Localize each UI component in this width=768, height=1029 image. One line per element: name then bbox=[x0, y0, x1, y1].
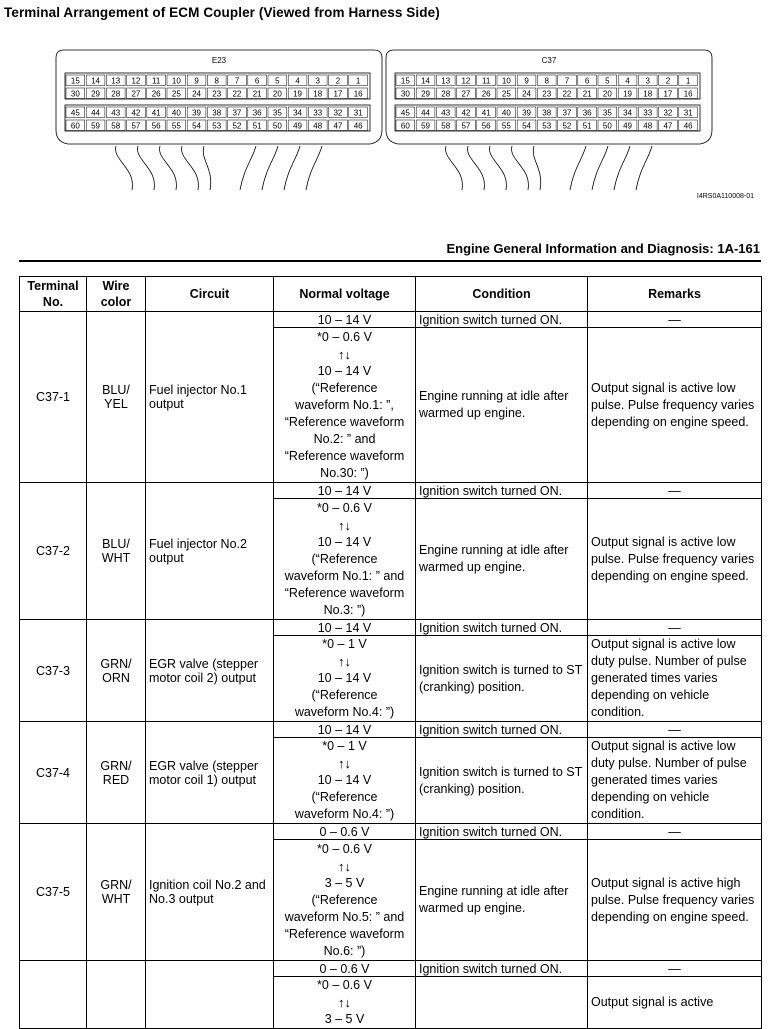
terminal-table bbox=[19, 276, 762, 1029]
col-terminal: Terminal No. bbox=[20, 277, 87, 312]
pin-number: 53 bbox=[542, 121, 552, 131]
terminal-cell: C37-1 bbox=[20, 312, 87, 483]
wire-color-cell: GRN/ ORN bbox=[87, 620, 146, 722]
pin-number: 27 bbox=[131, 89, 141, 99]
wire-color-cell: GRN/ RED bbox=[87, 722, 146, 824]
pin-number: 30 bbox=[400, 89, 410, 99]
pin-number: 31 bbox=[683, 108, 693, 118]
condition-cell: Ignition switch turned ON. bbox=[416, 312, 588, 328]
table-row bbox=[20, 312, 762, 328]
pin-number: 5 bbox=[605, 76, 610, 86]
harness-wire bbox=[614, 146, 630, 190]
remarks-cell: — bbox=[588, 722, 762, 738]
table-row bbox=[20, 722, 762, 738]
toggle-arrow-icon: ↑↓ bbox=[338, 654, 351, 669]
pin-number: 33 bbox=[643, 108, 653, 118]
waveform-voltage-cell bbox=[274, 499, 416, 620]
remarks-cell: — bbox=[588, 824, 762, 840]
condition-cell bbox=[416, 977, 588, 1029]
pin-number: 32 bbox=[663, 108, 673, 118]
waveform-voltage-cell bbox=[274, 328, 416, 483]
pin-number: 10 bbox=[501, 76, 511, 86]
pin-number: 26 bbox=[481, 89, 491, 99]
condition-cell: Ignition switch is turned to ST (cranking) position. bbox=[416, 636, 588, 722]
pin-number: 59 bbox=[421, 121, 431, 131]
pin-number: 13 bbox=[441, 76, 451, 86]
pin-number: 38 bbox=[542, 108, 552, 118]
pin-number: 39 bbox=[192, 108, 202, 118]
coupler-svg bbox=[0, 38, 768, 208]
remarks-cell: Output signal is active bbox=[588, 977, 762, 1029]
pin-number: 33 bbox=[313, 108, 323, 118]
harness-wire bbox=[116, 146, 133, 190]
pin-number: 20 bbox=[602, 89, 612, 99]
remarks-cell: Output signal is active low duty pulse. Number of pulse generated times varies depending on vehicle condition. bbox=[588, 738, 762, 824]
connector-label: C37 bbox=[541, 56, 557, 65]
pin-number: 52 bbox=[562, 121, 572, 131]
circuit-cell: EGR valve (stepper motor coil 2) output bbox=[146, 620, 274, 722]
pin-number: 30 bbox=[70, 89, 80, 99]
pin-number: 46 bbox=[683, 121, 693, 131]
voltage-line: No.3: ”) bbox=[323, 602, 366, 617]
pin-number: 26 bbox=[151, 89, 161, 99]
voltage-line: No.6: ”) bbox=[323, 943, 366, 958]
harness-wire bbox=[284, 146, 300, 190]
pin-number: 58 bbox=[441, 121, 451, 131]
pin-number: 36 bbox=[252, 108, 262, 118]
pin-number: 18 bbox=[643, 89, 653, 99]
pin-number: 16 bbox=[683, 89, 693, 99]
condition-cell: Ignition switch turned ON. bbox=[416, 620, 588, 636]
pin-number: 3 bbox=[315, 76, 320, 86]
pin-number: 31 bbox=[353, 108, 363, 118]
voltage-line: waveform No.5: ” and bbox=[284, 909, 405, 924]
waveform-voltage-cell bbox=[274, 840, 416, 961]
pin-number: 56 bbox=[151, 121, 161, 131]
condition-cell: Engine running at idle after warmed up engine. bbox=[416, 499, 588, 620]
pin-number: 53 bbox=[212, 121, 222, 131]
pin-number: 32 bbox=[333, 108, 343, 118]
pin-number: 51 bbox=[582, 121, 592, 131]
pin-number: 42 bbox=[461, 108, 471, 118]
pin-number: 44 bbox=[421, 108, 431, 118]
pin-number: 54 bbox=[192, 121, 202, 131]
wire-color-cell: BLU/ WHT bbox=[87, 483, 146, 620]
terminal-cell bbox=[20, 961, 87, 1029]
pin-number: 6 bbox=[584, 76, 590, 86]
pin-number: 49 bbox=[623, 121, 633, 131]
pin-number: 10 bbox=[171, 76, 181, 86]
circuit-cell: Fuel injector No.1 output bbox=[146, 312, 274, 483]
voltage-line: “Reference waveform bbox=[284, 448, 405, 463]
voltage-line: waveform No.4: ”) bbox=[294, 807, 395, 821]
remarks-cell: Output signal is active low duty pulse. Number of pulse generated times varies depending on vehicle condition. bbox=[588, 636, 762, 722]
pin-number: 9 bbox=[524, 76, 529, 86]
pin-number: 43 bbox=[111, 108, 121, 118]
harness-wire bbox=[262, 146, 278, 190]
pin-number: 54 bbox=[522, 121, 532, 131]
waveform-voltage-cell bbox=[274, 636, 416, 722]
pin-number: 24 bbox=[522, 89, 532, 99]
connector-label: E23 bbox=[211, 56, 227, 65]
pin-number: 40 bbox=[501, 108, 511, 118]
waveform-voltage-cell bbox=[274, 977, 416, 1029]
pin-number: 51 bbox=[252, 121, 262, 131]
voltage-cell: 10 – 14 V bbox=[274, 483, 416, 499]
harness-wire bbox=[138, 146, 155, 190]
col-circuit: Circuit bbox=[146, 277, 274, 312]
harness-wire bbox=[240, 146, 256, 190]
pin-number: 12 bbox=[461, 76, 471, 86]
remarks-cell: — bbox=[588, 312, 762, 328]
pin-number: 34 bbox=[293, 108, 303, 118]
pin-number: 60 bbox=[70, 121, 80, 131]
circuit-cell: Ignition coil No.2 and No.3 output bbox=[146, 824, 274, 961]
wire-color-cell bbox=[87, 961, 146, 1029]
pin-number: 40 bbox=[171, 108, 181, 118]
voltage-line: *0 – 0.6 V bbox=[317, 841, 372, 856]
pin-number: 1 bbox=[355, 76, 361, 86]
pin-number: 2 bbox=[335, 76, 341, 86]
pin-number: 42 bbox=[131, 108, 141, 118]
pin-number: 23 bbox=[542, 89, 552, 99]
pin-number: 8 bbox=[214, 76, 219, 86]
voltage-line: (“Reference bbox=[311, 688, 378, 702]
pin-number: 37 bbox=[232, 108, 242, 118]
pin-number: 4 bbox=[295, 76, 300, 86]
pin-number: 38 bbox=[212, 108, 222, 118]
pin-number: 22 bbox=[232, 89, 242, 99]
pin-number: 56 bbox=[481, 121, 491, 131]
col-wire: Wire color bbox=[87, 277, 146, 312]
voltage-line: (“Reference bbox=[311, 380, 378, 395]
voltage-line: “Reference waveform bbox=[284, 926, 405, 941]
remarks-cell: — bbox=[588, 961, 762, 977]
pin-number: 50 bbox=[602, 121, 612, 131]
pin-number: 48 bbox=[643, 121, 653, 131]
pin-number: 45 bbox=[400, 108, 410, 118]
pin-number: 20 bbox=[272, 89, 282, 99]
table-header-row bbox=[20, 277, 762, 312]
harness-wire bbox=[160, 146, 177, 190]
harness-wire bbox=[468, 146, 485, 190]
voltage-line: (“Reference bbox=[311, 790, 378, 804]
pin-number: 59 bbox=[91, 121, 101, 131]
pin-number: 28 bbox=[111, 89, 121, 99]
pin-number: 55 bbox=[501, 121, 511, 131]
circuit-cell: Fuel injector No.2 output bbox=[146, 483, 274, 620]
pin-number: 58 bbox=[111, 121, 121, 131]
ecm-coupler-diagram bbox=[0, 38, 768, 208]
pin-number: 44 bbox=[91, 108, 101, 118]
col-condition: Condition bbox=[416, 277, 588, 312]
page-header: Engine General Information and Diagnosis: 1A-161 bbox=[446, 241, 760, 256]
harness-wire bbox=[203, 146, 210, 190]
voltage-line: 10 – 14 V bbox=[317, 671, 372, 685]
pin-number: 29 bbox=[91, 89, 101, 99]
pin-number: 9 bbox=[194, 76, 199, 86]
diagram-title: Terminal Arrangement of ECM Coupler (Viewed from Harness Side) bbox=[4, 5, 440, 20]
toggle-arrow-icon: ↑↓ bbox=[338, 756, 351, 771]
pin-number: 19 bbox=[293, 89, 303, 99]
pin-number: 22 bbox=[562, 89, 572, 99]
voltage-line: *0 – 0.6 V bbox=[317, 978, 372, 992]
voltage-line: 10 – 14 V bbox=[317, 534, 372, 549]
pin-number: 34 bbox=[623, 108, 633, 118]
remarks-cell: Output signal is active low pulse. Pulse frequency varies depending on engine speed. bbox=[588, 499, 762, 620]
voltage-line: *0 – 1 V bbox=[322, 739, 367, 753]
voltage-line: No.30: ”) bbox=[320, 465, 369, 480]
pin-number: 15 bbox=[400, 76, 410, 86]
pin-number: 25 bbox=[171, 89, 181, 99]
circuit-cell: EGR valve (stepper motor coil 1) output bbox=[146, 722, 274, 824]
pin-number: 55 bbox=[171, 121, 181, 131]
pin-number: 4 bbox=[625, 76, 630, 86]
pin-number: 2 bbox=[665, 76, 671, 86]
pin-number: 19 bbox=[623, 89, 633, 99]
pin-number: 14 bbox=[91, 76, 101, 86]
harness-wire bbox=[512, 146, 529, 190]
pin-number: 17 bbox=[333, 89, 343, 99]
wire-color-cell: GRN/ WHT bbox=[87, 824, 146, 961]
pin-number: 52 bbox=[232, 121, 242, 131]
pin-number: 7 bbox=[564, 76, 570, 86]
voltage-line: waveform No.1: ” and bbox=[284, 568, 405, 583]
toggle-arrow-icon: ↑↓ bbox=[338, 995, 351, 1010]
terminal-cell: C37-4 bbox=[20, 722, 87, 824]
pin-number: 21 bbox=[252, 89, 262, 99]
pin-number: 50 bbox=[272, 121, 282, 131]
condition-cell: Engine running at idle after warmed up engine. bbox=[416, 328, 588, 483]
pin-number: 17 bbox=[663, 89, 673, 99]
harness-wire bbox=[306, 146, 322, 190]
header-rule bbox=[19, 260, 761, 262]
harness-wire bbox=[490, 146, 507, 190]
table-row bbox=[20, 961, 762, 977]
harness-wire bbox=[446, 146, 463, 190]
voltage-line: *0 – 0.6 V bbox=[317, 329, 372, 344]
remarks-cell: — bbox=[588, 620, 762, 636]
pin-number: 45 bbox=[70, 108, 80, 118]
pin-number: 11 bbox=[481, 76, 491, 86]
col-remarks: Remarks bbox=[588, 277, 762, 312]
voltage-line: (“Reference bbox=[311, 551, 378, 566]
voltage-line: waveform No.1: ”, bbox=[295, 397, 394, 412]
pin-number: 8 bbox=[544, 76, 549, 86]
col-voltage: Normal voltage bbox=[274, 277, 416, 312]
voltage-line: “Reference waveform bbox=[284, 414, 405, 429]
pin-number: 5 bbox=[275, 76, 280, 86]
voltage-line: 3 – 5 V bbox=[324, 875, 365, 890]
pin-number: 35 bbox=[272, 108, 282, 118]
pin-number: 15 bbox=[70, 76, 80, 86]
pin-number: 1 bbox=[685, 76, 691, 86]
voltage-cell: 0 – 0.6 V bbox=[274, 961, 416, 977]
pin-number: 37 bbox=[562, 108, 572, 118]
remarks-cell: Output signal is active high pulse. Pulse frequency varies depending on engine speed. bbox=[588, 840, 762, 961]
voltage-line: 3 – 5 V bbox=[324, 1012, 365, 1026]
voltage-line: waveform No.4: ”) bbox=[294, 705, 395, 719]
voltage-line: 10 – 14 V bbox=[317, 773, 372, 787]
pin-number: 60 bbox=[400, 121, 410, 131]
pin-number: 57 bbox=[131, 121, 141, 131]
condition-cell: Ignition switch is turned to ST (cranking) position. bbox=[416, 738, 588, 824]
harness-wire bbox=[533, 146, 540, 190]
pin-number: 49 bbox=[293, 121, 303, 131]
voltage-line: “Reference waveform bbox=[284, 585, 405, 600]
remarks-cell: — bbox=[588, 483, 762, 499]
condition-cell: Ignition switch turned ON. bbox=[416, 824, 588, 840]
pin-number: 57 bbox=[461, 121, 471, 131]
pin-number: 6 bbox=[254, 76, 260, 86]
pin-number: 39 bbox=[522, 108, 532, 118]
terminal-cell: C37-5 bbox=[20, 824, 87, 961]
condition-cell: Engine running at idle after warmed up engine. bbox=[416, 840, 588, 961]
voltage-line: (“Reference bbox=[311, 892, 378, 907]
terminal-cell: C37-2 bbox=[20, 483, 87, 620]
pin-number: 43 bbox=[441, 108, 451, 118]
voltage-cell: 10 – 14 V bbox=[274, 312, 416, 328]
table-row bbox=[20, 824, 762, 840]
pin-number: 3 bbox=[645, 76, 650, 86]
pin-number: 13 bbox=[111, 76, 121, 86]
voltage-line: No.2: ” and bbox=[313, 431, 376, 446]
pin-number: 36 bbox=[582, 108, 592, 118]
voltage-cell: 0 – 0.6 V bbox=[274, 824, 416, 840]
pin-number: 24 bbox=[192, 89, 202, 99]
harness-wire bbox=[636, 146, 652, 190]
condition-cell: Ignition switch turned ON. bbox=[416, 722, 588, 738]
wire-color-cell: BLU/ YEL bbox=[87, 312, 146, 483]
pin-number: 47 bbox=[663, 121, 673, 131]
condition-cell: Ignition switch turned ON. bbox=[416, 483, 588, 499]
pin-number: 23 bbox=[212, 89, 222, 99]
waveform-voltage-cell bbox=[274, 738, 416, 824]
figure-code: I4RS0A110008-01 bbox=[696, 193, 754, 200]
pin-number: 16 bbox=[353, 89, 363, 99]
pin-number: 14 bbox=[421, 76, 431, 86]
pin-number: 35 bbox=[602, 108, 612, 118]
condition-cell: Ignition switch turned ON. bbox=[416, 961, 588, 977]
toggle-arrow-icon: ↑↓ bbox=[338, 346, 351, 362]
pin-number: 12 bbox=[131, 76, 141, 86]
voltage-line: *0 – 0.6 V bbox=[317, 500, 372, 515]
pin-number: 48 bbox=[313, 121, 323, 131]
pin-number: 28 bbox=[441, 89, 451, 99]
pin-number: 27 bbox=[461, 89, 471, 99]
pin-number: 7 bbox=[234, 76, 240, 86]
pin-number: 47 bbox=[333, 121, 343, 131]
voltage-line: 10 – 14 V bbox=[317, 363, 372, 378]
pin-number: 41 bbox=[481, 108, 491, 118]
voltage-cell: 10 – 14 V bbox=[274, 620, 416, 636]
circuit-cell bbox=[146, 961, 274, 1029]
table-row bbox=[20, 483, 762, 499]
pin-number: 18 bbox=[313, 89, 323, 99]
table-row bbox=[20, 620, 762, 636]
pin-number: 25 bbox=[501, 89, 511, 99]
harness-wire bbox=[570, 146, 586, 190]
pin-number: 41 bbox=[151, 108, 161, 118]
voltage-cell: 10 – 14 V bbox=[274, 722, 416, 738]
pin-number: 21 bbox=[582, 89, 592, 99]
remarks-cell: Output signal is active low pulse. Pulse frequency varies depending on engine speed. bbox=[588, 328, 762, 483]
pin-number: 46 bbox=[353, 121, 363, 131]
pin-number: 29 bbox=[421, 89, 431, 99]
harness-wire bbox=[182, 146, 199, 190]
harness-wire bbox=[592, 146, 608, 190]
terminal-cell: C37-3 bbox=[20, 620, 87, 722]
toggle-arrow-icon: ↑↓ bbox=[338, 517, 351, 533]
toggle-arrow-icon: ↑↓ bbox=[338, 858, 351, 874]
pin-number: 11 bbox=[151, 76, 161, 86]
voltage-line: *0 – 1 V bbox=[322, 637, 367, 651]
